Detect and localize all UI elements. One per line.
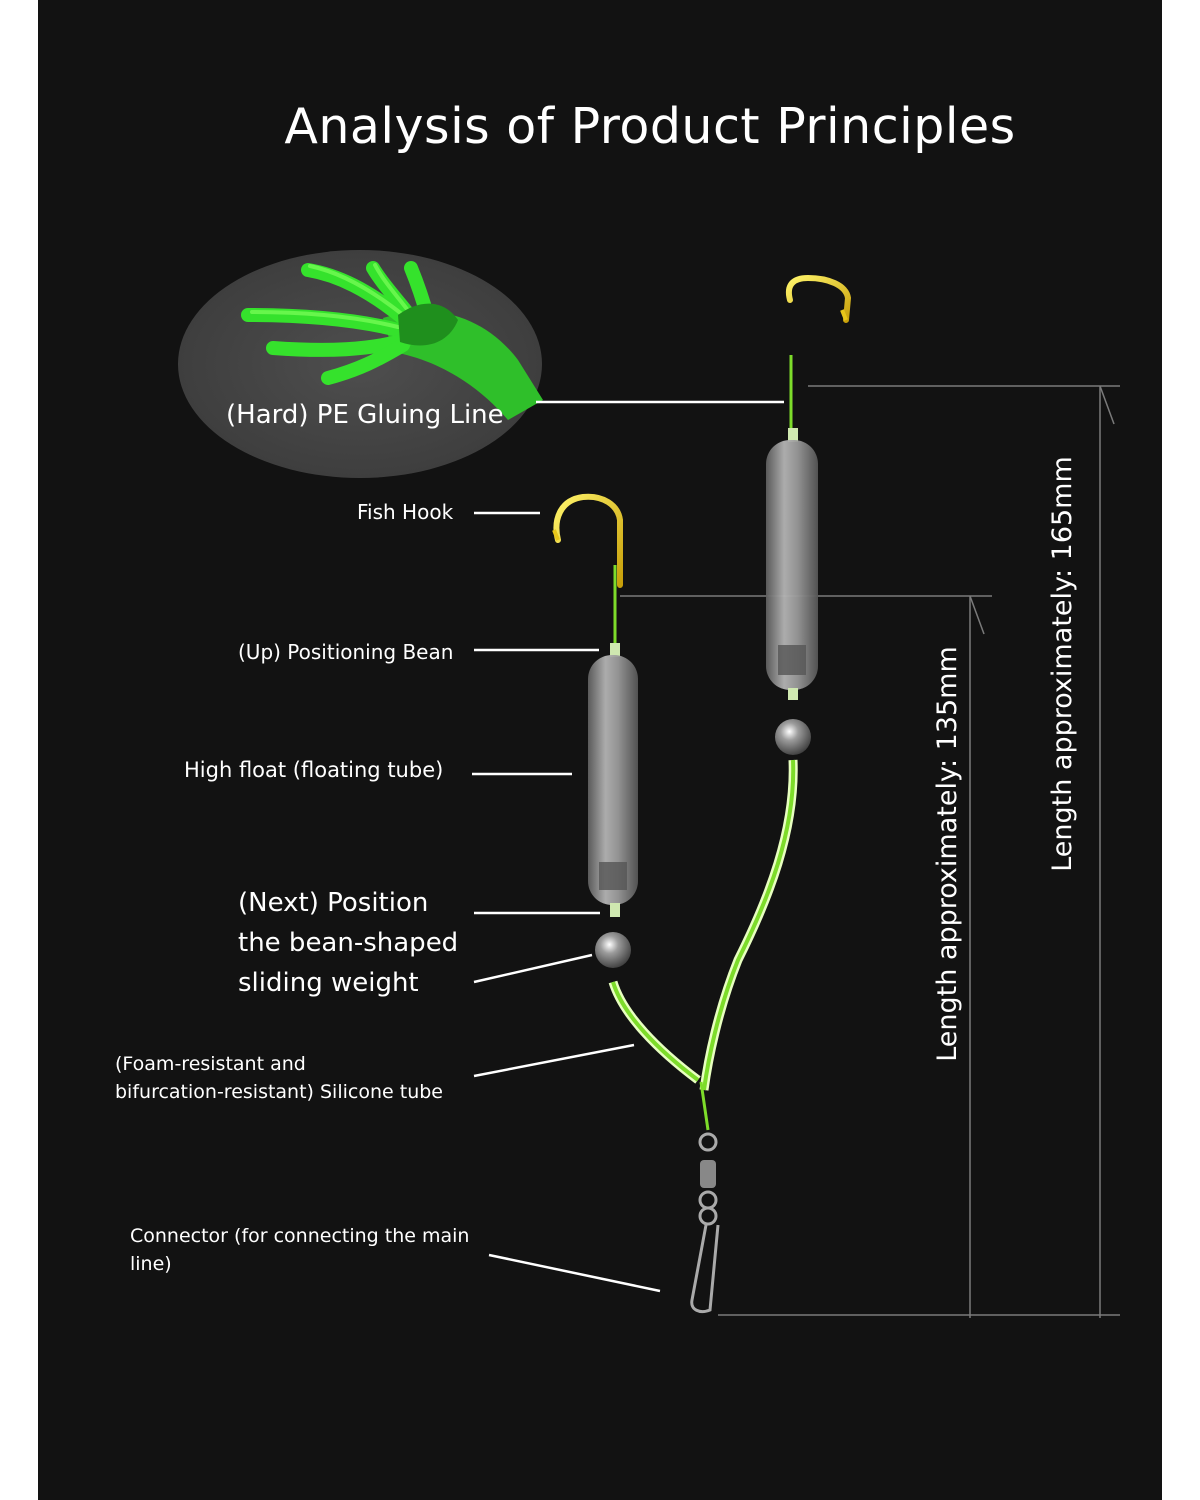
diagram-panel [38,0,1162,1500]
long-rig [704,278,848,1090]
fish-hook-label: Fish Hook [357,500,454,524]
high-float-label: High float (floating tube) [184,758,444,782]
short-rig [554,497,698,1080]
next-position-line-1: (Next) Position [238,888,429,918]
connector-line-1: Connector (for connecting the main [130,1225,470,1247]
silicone-tube-label [115,1050,443,1106]
connector-label [130,1222,469,1278]
silicone-tube-line-1: (Foam-resistant and [115,1053,306,1075]
next-position-label [238,883,458,1003]
pe-gluing-line-label: (Hard) PE Gluing Line [226,400,504,430]
silicone-tube-line-2: bifurcation-resistant) Silicone tube [115,1081,443,1103]
page-title: Analysis of Product Principles [284,98,1016,155]
dimension-165mm-label: Length approximately: 165mm [1047,456,1078,872]
dimension-135mm-label: Length approximately: 135mm [932,646,963,1062]
connector-line-2: line) [130,1253,172,1275]
next-position-line-3: sliding weight [238,968,419,998]
pe-line-callout [178,250,543,478]
dimension-lines [620,386,1120,1318]
next-position-line-2: the bean-shaped [238,928,459,958]
up-positioning-bean-label: (Up) Positioning Bean [238,640,454,664]
connector [692,1082,718,1312]
